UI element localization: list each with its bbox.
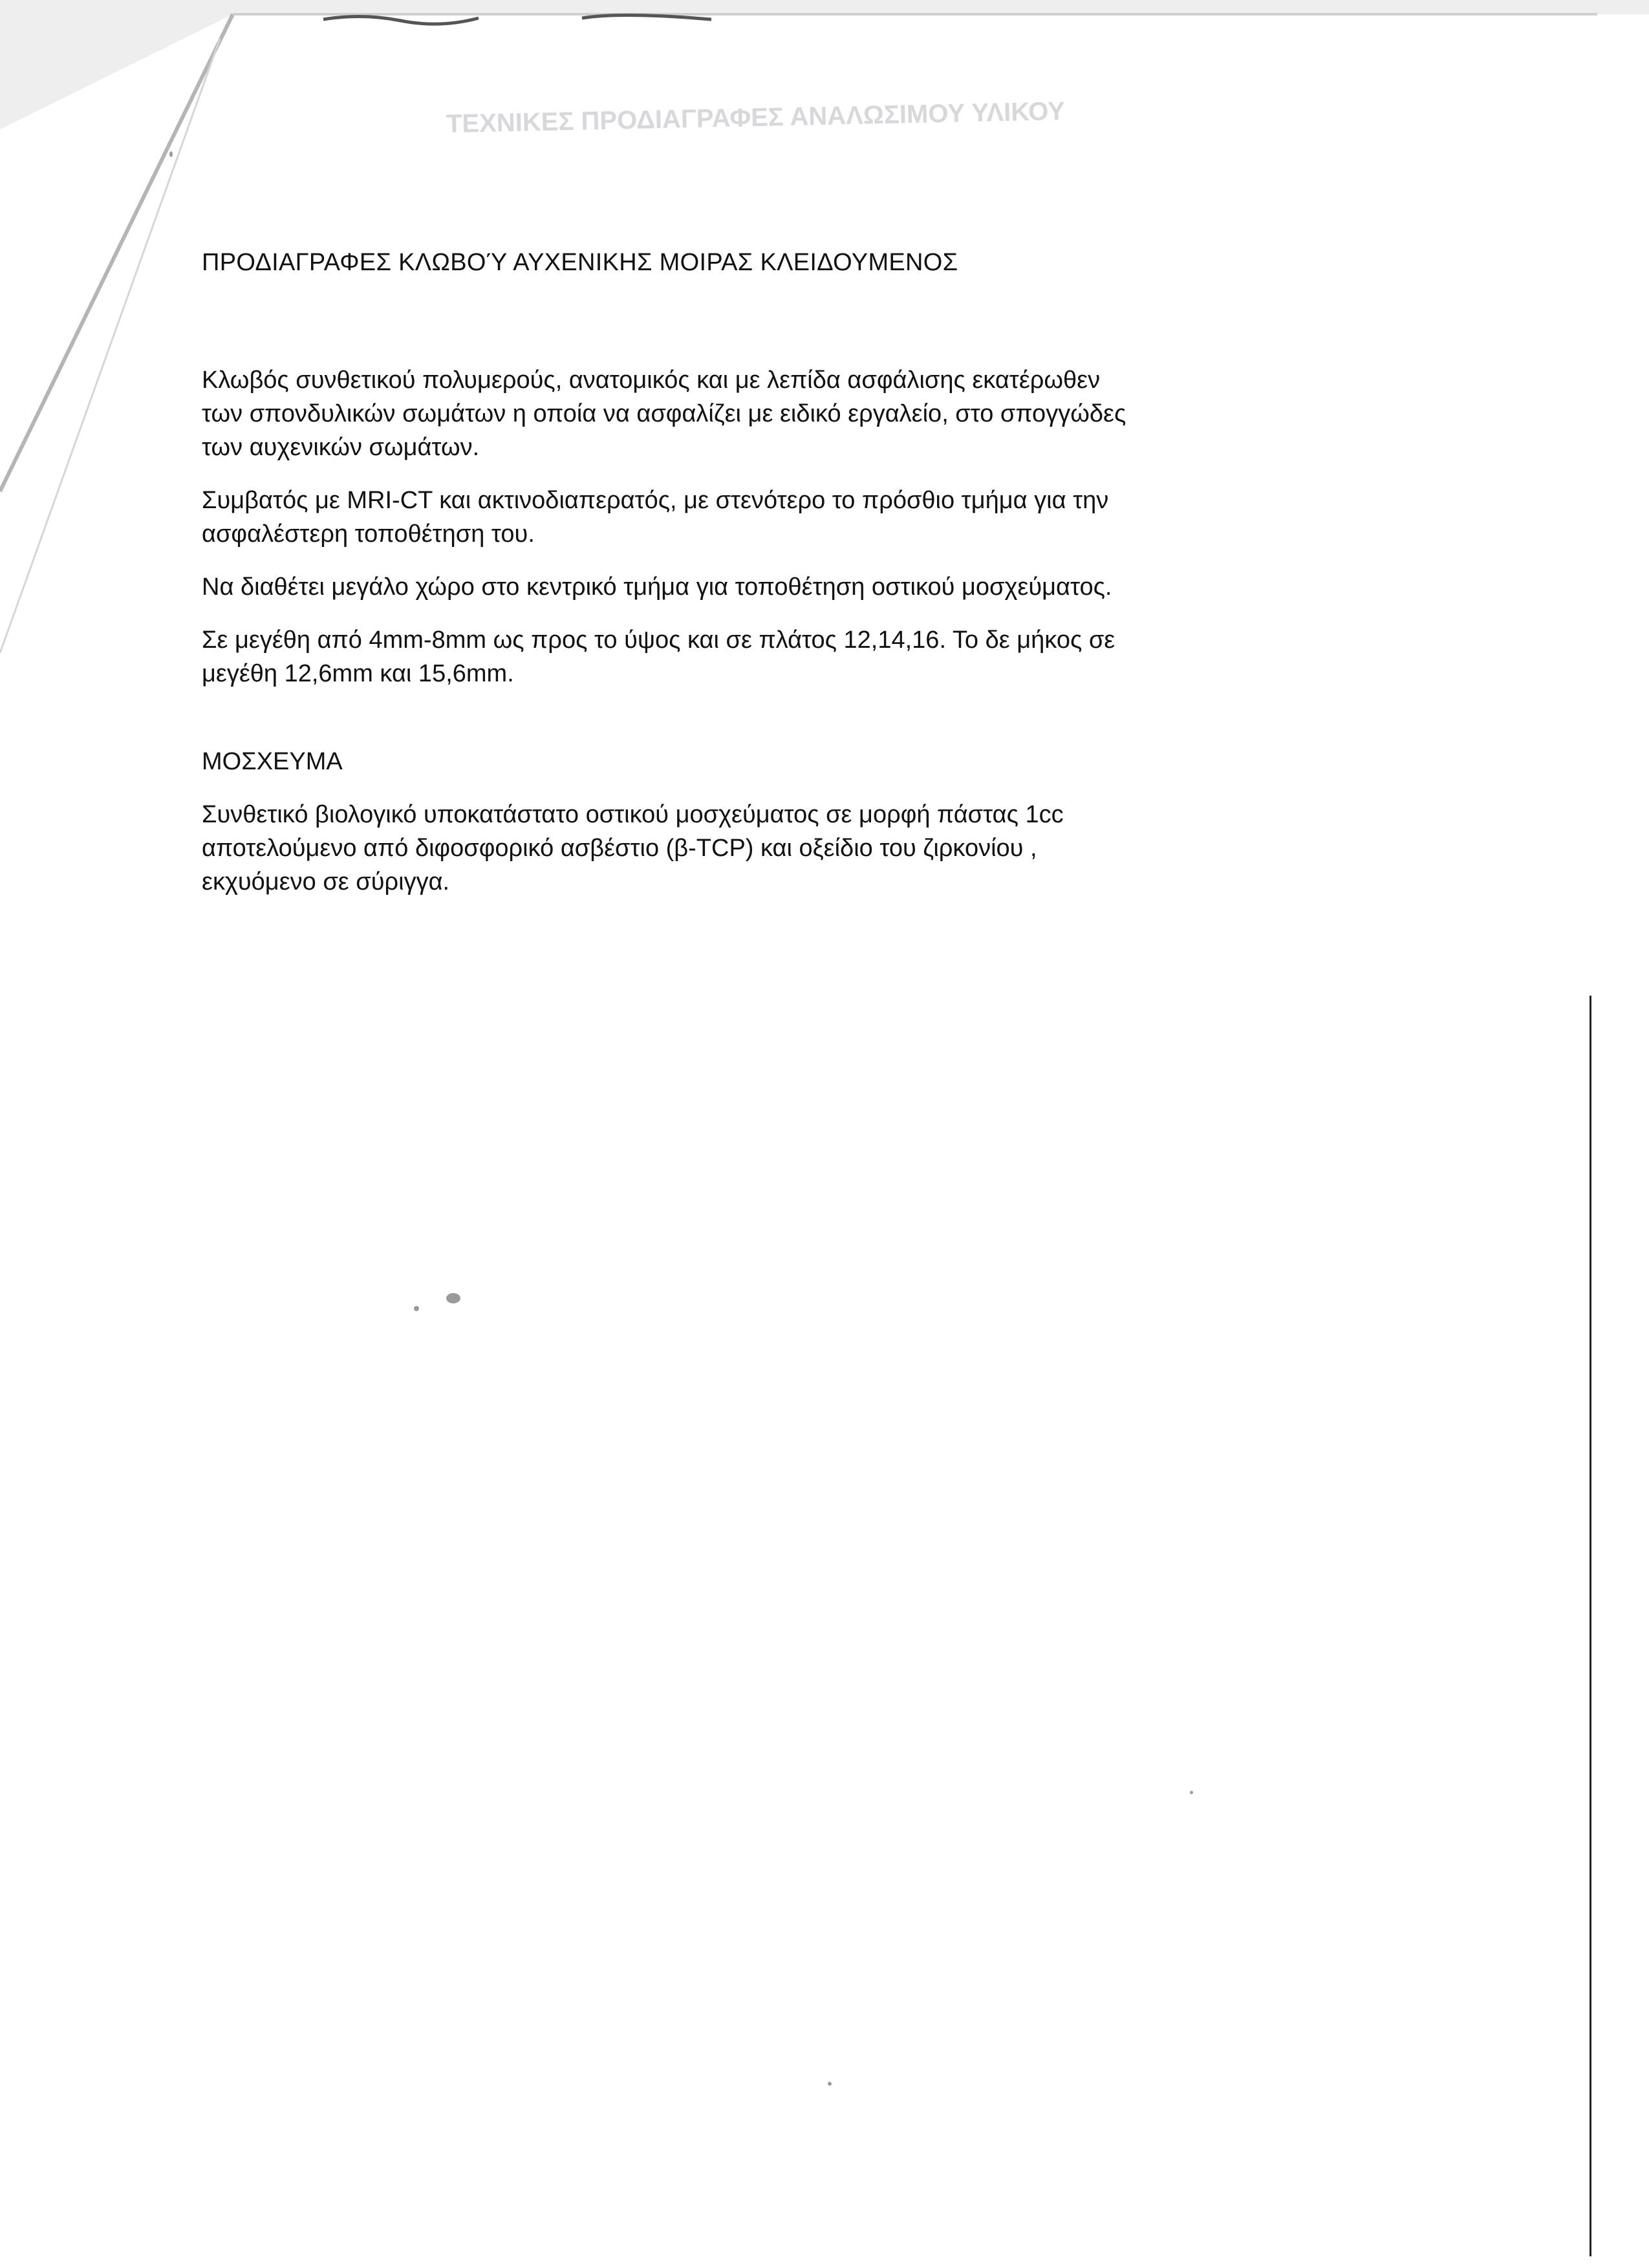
section-heading-graft: ΜΟΣΧΕΥΜΑ xyxy=(202,748,343,775)
scan-speck xyxy=(1190,1791,1193,1794)
scan-speck xyxy=(446,1293,460,1303)
paragraph-compatibility: Συμβατός με MRI-CT και ακτινοδιαπερατός, με στενότερο το πρόσθιο τμήμα για την ασφαλέστερη τοποθέτηση του. xyxy=(202,487,1109,548)
scan-speck xyxy=(414,1306,419,1311)
paragraph-graft-description: Συνθετικό βιολογικό υποκατάστατο οστικού μοσχεύματος σε μορφή πάστας 1cc αποτελούμενο από διφοσφορικό ασβέστιο (β-TCP) και οξείδιο του ζιρκονίου , εκχυόμενο σε σύριγγα. xyxy=(202,801,1064,895)
page-edge-line xyxy=(1590,996,1591,2256)
scan-speck xyxy=(169,151,173,157)
document-body xyxy=(202,246,1139,918)
scan-speck xyxy=(828,2082,832,2086)
bleed-through-title: ΤΕΧΝΙΚΕΣ ΠΡΟΔΙΑΓΡΑΦΕΣ ΑΝΑΛΩΣΙΜΟΥ ΥΛΙΚΟΥ xyxy=(446,96,1066,139)
document-title: ΠΡΟΔΙΑΓΡΑΦΕΣ ΚΛΩΒΟΎ ΑΥΧΕΝΙΚΗΣ ΜΟΙΡΑΣ ΚΛΕΙΔΟΥΜΕΝΟΣ xyxy=(202,249,958,276)
paragraph-sizes: Σε μεγέθη από 4mm-8mm ως προς το ύψος και σε πλάτος 12,14,16. Το δε μήκος σε μεγέθη 12,6mm και 15,6mm. xyxy=(202,626,1116,687)
paragraph-graft-space: Να διαθέτει μεγάλο χώρο στο κεντρικό τμήμα για τοποθέτηση οστικού μοσχεύματος. xyxy=(202,573,1112,601)
paragraph-cage-description: Κλωβός συνθετικού πολυμερούς, ανατομικός και με λεπίδα ασφάλισης εκατέρωθεν των σπονδυλικών σωμάτων η οποία να ασφαλίζει με ειδικό εργαλείο, στο σπογγώδες των αυχενικών σωμάτων. xyxy=(202,367,1126,461)
